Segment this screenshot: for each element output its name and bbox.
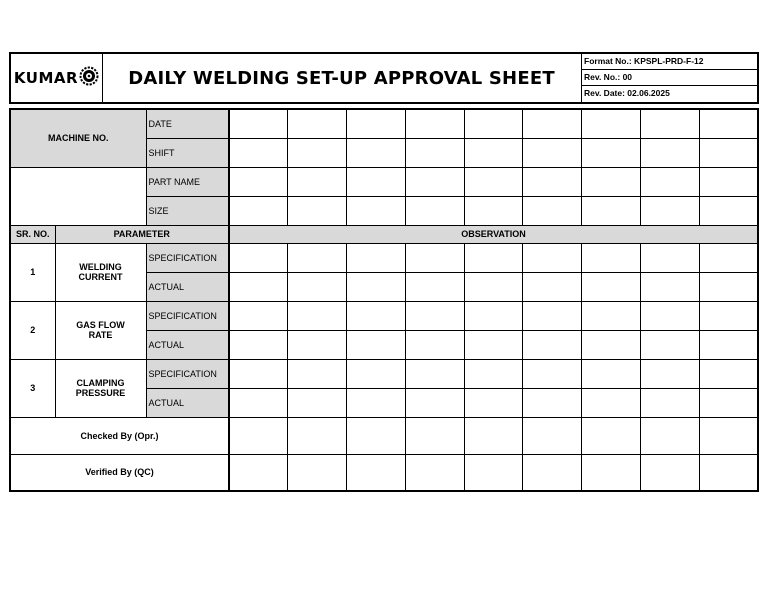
observation-cell[interactable]: [699, 272, 758, 301]
observation-cell[interactable]: [464, 417, 523, 454]
machine-no-value[interactable]: [10, 167, 146, 225]
revision-date: Rev. Date: 02.06.2025: [584, 88, 670, 98]
observation-cell[interactable]: [640, 109, 699, 138]
observation-cell[interactable]: [582, 167, 641, 196]
observation-cell[interactable]: [582, 301, 641, 330]
shift-label: SHIFT: [146, 138, 229, 167]
observation-cell[interactable]: [405, 359, 464, 388]
observation-cell[interactable]: [229, 454, 288, 491]
observation-cell[interactable]: [229, 167, 288, 196]
observation-cell[interactable]: [582, 417, 641, 454]
observation-cell[interactable]: [640, 388, 699, 417]
observation-cell[interactable]: [347, 417, 406, 454]
checked-by-label: Checked By (Opr.): [10, 417, 229, 454]
observation-cell[interactable]: [347, 301, 406, 330]
observation-cell[interactable]: [405, 138, 464, 167]
observation-cell[interactable]: [699, 417, 758, 454]
observation-cell[interactable]: [523, 301, 582, 330]
observation-cell[interactable]: [523, 196, 582, 225]
observation-cell[interactable]: [464, 301, 523, 330]
observation-cell[interactable]: [582, 138, 641, 167]
observation-cell[interactable]: [347, 109, 406, 138]
observation-cell[interactable]: [405, 109, 464, 138]
observation-cell[interactable]: [288, 388, 347, 417]
observation-cell[interactable]: [405, 301, 464, 330]
observation-cell[interactable]: [523, 109, 582, 138]
observation-cell[interactable]: [288, 454, 347, 491]
observation-cell[interactable]: [640, 301, 699, 330]
observation-cell[interactable]: [405, 388, 464, 417]
observation-cell[interactable]: [699, 330, 758, 359]
observation-cell[interactable]: [582, 109, 641, 138]
title-cell: [102, 54, 582, 102]
observation-cell[interactable]: [640, 138, 699, 167]
observation-cell[interactable]: [640, 243, 699, 272]
observation-cell[interactable]: [347, 454, 406, 491]
observation-cell[interactable]: [523, 272, 582, 301]
observation-cell[interactable]: [699, 196, 758, 225]
observation-cell[interactable]: [347, 388, 406, 417]
observation-cell[interactable]: [288, 417, 347, 454]
observation-header: OBSERVATION: [229, 225, 758, 243]
observation-cell[interactable]: [464, 454, 523, 491]
observation-cell[interactable]: [582, 388, 641, 417]
actual-label: ACTUAL: [146, 272, 229, 301]
observation-cell[interactable]: [464, 109, 523, 138]
observation-cell[interactable]: [523, 417, 582, 454]
observation-cell[interactable]: [464, 167, 523, 196]
observation-cell[interactable]: [405, 196, 464, 225]
form-header: [9, 52, 759, 104]
observation-cell[interactable]: [288, 272, 347, 301]
observation-cell[interactable]: [229, 138, 288, 167]
parameter-name: WELDING CURRENT: [55, 243, 146, 301]
parameter-name: GAS FLOW RATE: [55, 301, 146, 359]
observation-cell[interactable]: [640, 272, 699, 301]
observation-cell[interactable]: [288, 196, 347, 225]
observation-cell[interactable]: [347, 359, 406, 388]
observation-cell[interactable]: [582, 359, 641, 388]
document-meta: [582, 54, 757, 102]
observation-cell[interactable]: [464, 388, 523, 417]
logo-text: KUMAR: [13, 69, 79, 87]
observation-cell[interactable]: [347, 272, 406, 301]
observation-cell[interactable]: [288, 359, 347, 388]
observation-cell[interactable]: [523, 167, 582, 196]
observation-cell[interactable]: [523, 243, 582, 272]
observation-cell[interactable]: [405, 272, 464, 301]
observation-cell[interactable]: [288, 243, 347, 272]
machine-no-label: MACHINE NO.: [10, 109, 146, 167]
observation-cell[interactable]: [229, 272, 288, 301]
observation-cell[interactable]: [229, 109, 288, 138]
part-name-label: PART NAME: [146, 167, 229, 196]
observation-cell[interactable]: [699, 109, 758, 138]
page-title: DAILY WELDING SET-UP APPROVAL SHEET: [128, 67, 555, 89]
gear-icon: [79, 66, 99, 91]
approval-table: [9, 108, 759, 492]
observation-cell[interactable]: [288, 138, 347, 167]
observation-cell[interactable]: [523, 330, 582, 359]
observation-cell[interactable]: [288, 330, 347, 359]
specification-label: SPECIFICATION: [146, 359, 229, 388]
observation-cell[interactable]: [229, 243, 288, 272]
observation-cell[interactable]: [405, 417, 464, 454]
observation-cell[interactable]: [640, 417, 699, 454]
observation-cell[interactable]: [405, 243, 464, 272]
observation-cell[interactable]: [229, 359, 288, 388]
sr-no: 3: [10, 359, 55, 417]
observation-cell[interactable]: [523, 138, 582, 167]
observation-cell[interactable]: [699, 301, 758, 330]
observation-cell[interactable]: [405, 167, 464, 196]
observation-cell[interactable]: [464, 138, 523, 167]
observation-cell[interactable]: [699, 243, 758, 272]
observation-cell[interactable]: [523, 454, 582, 491]
observation-cell[interactable]: [229, 301, 288, 330]
sr-no-header: SR. NO.: [10, 225, 55, 243]
observation-cell[interactable]: [699, 138, 758, 167]
observation-cell[interactable]: [464, 359, 523, 388]
actual-label: ACTUAL: [146, 330, 229, 359]
observation-cell[interactable]: [464, 330, 523, 359]
observation-cell[interactable]: [405, 454, 464, 491]
observation-cell[interactable]: [229, 196, 288, 225]
observation-cell[interactable]: [229, 417, 288, 454]
observation-cell[interactable]: [347, 196, 406, 225]
observation-cell[interactable]: [464, 272, 523, 301]
observation-cell[interactable]: [640, 167, 699, 196]
specification-label: SPECIFICATION: [146, 301, 229, 330]
observation-cell[interactable]: [347, 330, 406, 359]
actual-label: ACTUAL: [146, 388, 229, 417]
specification-label: SPECIFICATION: [146, 243, 229, 272]
observation-cell[interactable]: [699, 359, 758, 388]
observation-cell[interactable]: [640, 196, 699, 225]
observation-cell[interactable]: [640, 359, 699, 388]
observation-cell[interactable]: [582, 330, 641, 359]
observation-cell[interactable]: [288, 109, 347, 138]
company-logo: [11, 54, 103, 102]
observation-cell[interactable]: [464, 243, 523, 272]
observation-cell[interactable]: [229, 330, 288, 359]
observation-cell[interactable]: [699, 167, 758, 196]
date-label: DATE: [146, 109, 229, 138]
observation-cell[interactable]: [523, 388, 582, 417]
observation-cell[interactable]: [640, 330, 699, 359]
observation-cell[interactable]: [582, 196, 641, 225]
size-label: SIZE: [146, 196, 229, 225]
observation-cell[interactable]: [582, 454, 641, 491]
verified-by-label: Verified By (QC): [10, 454, 229, 491]
observation-cell[interactable]: [699, 388, 758, 417]
observation-cell[interactable]: [640, 454, 699, 491]
observation-cell[interactable]: [523, 359, 582, 388]
observation-cell[interactable]: [288, 167, 347, 196]
sr-no: 2: [10, 301, 55, 359]
parameter-name: CLAMPING PRESSURE: [55, 359, 146, 417]
observation-cell[interactable]: [582, 272, 641, 301]
observation-cell[interactable]: [229, 388, 288, 417]
observation-cell[interactable]: [464, 196, 523, 225]
revision-number: Rev. No.: 00: [582, 70, 757, 86]
observation-cell[interactable]: [347, 138, 406, 167]
observation-cell[interactable]: [405, 330, 464, 359]
observation-cell[interactable]: [288, 301, 347, 330]
observation-cell[interactable]: [582, 243, 641, 272]
observation-cell[interactable]: [347, 243, 406, 272]
parameter-header: PARAMETER: [55, 225, 229, 243]
observation-cell[interactable]: [699, 454, 758, 491]
format-number: Format No.: KPSPL-PRD-F-12: [582, 54, 757, 70]
observation-cell[interactable]: [347, 167, 406, 196]
sr-no: 1: [10, 243, 55, 301]
